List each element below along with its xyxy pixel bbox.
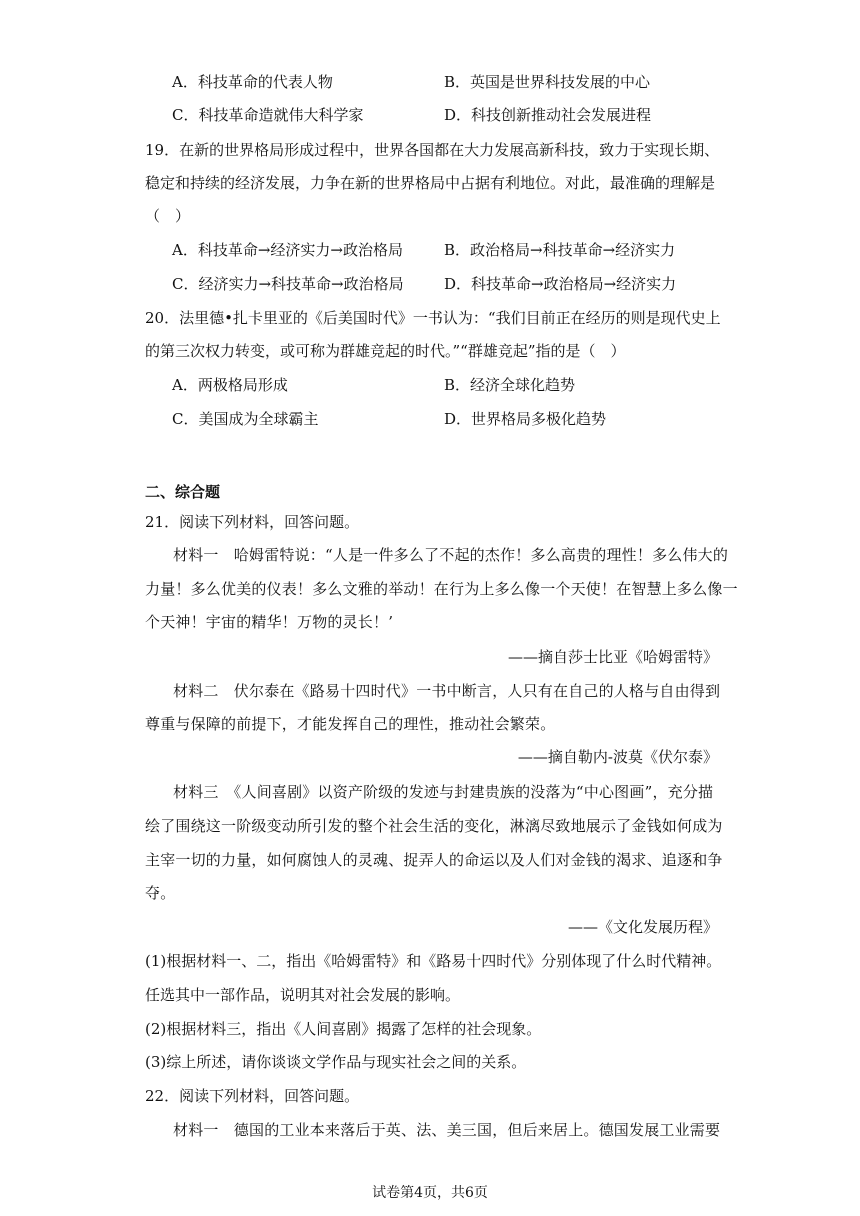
- q21-subquestion1-line2: 任选其中一部作品，说明其对社会发展的影响。: [145, 986, 461, 1004]
- q19-option-b[interactable]: B．政治格局→科技革命→经济实力: [444, 241, 676, 259]
- section-heading: 二、综合题: [145, 483, 221, 501]
- q21-intro: 21．阅读下列材料，回答问题。: [145, 513, 360, 531]
- q21-material1-line1: 材料一 哈姆雷特说：“人是一件多么了不起的杰作！多么高贵的理性！多么伟大的: [173, 546, 729, 564]
- q22-intro: 22．阅读下列材料，回答问题。: [145, 1087, 360, 1105]
- q20-option-c[interactable]: C．美国成为全球霸主: [172, 410, 319, 428]
- q21-material3-source: ——《文化发展历程》: [567, 918, 718, 936]
- q18-option-c[interactable]: C．科技革命造就伟大科学家: [172, 106, 364, 124]
- q21-material1-line2: 力量！多么优美的仪表！多么文雅的举动！在行为上多么像一个天使！在智慧上多么像一: [145, 580, 738, 598]
- q21-material3-line3: 主宰一切的力量，如何腐蚀人的灵魂、捉弄人的命运以及人们对金钱的渴求、追逐和争: [145, 851, 723, 869]
- q19-stem-line1: 19．在新的世界格局形成过程中，世界各国都在大力发展高新科技，致力于实现长期、: [145, 141, 720, 159]
- q21-subquestion2: (2)根据材料三，指出《人间喜剧》揭露了怎样的社会现象。: [145, 1020, 542, 1038]
- q20-stem-line2: 的第三次权力转变，或可称为群雄竞起的时代。”“群雄竞起”指的是（ ）: [145, 342, 626, 360]
- q18-option-d[interactable]: D．科技创新推动社会发展进程: [444, 106, 652, 124]
- q21-material2-source: ——摘自勒内-波莫《伏尔泰》: [517, 748, 718, 766]
- q21-material3-line1: 材料三 《人间喜剧》以资产阶级的发迹与封建贵族的没落为“中心图画”，充分描: [173, 783, 714, 801]
- q21-material1-line3: 个天神！宇宙的精华！万物的灵长！’: [145, 613, 394, 631]
- q20-option-a[interactable]: A．两极格局形成: [172, 376, 288, 394]
- q18-option-a[interactable]: A．科技革命的代表人物: [172, 73, 333, 91]
- q19-answer-blank: （ ）: [145, 207, 191, 225]
- q19-stem-line2: 稳定和持续的经济发展，力争在新的世界格局中占据有利地位。对此，最准确的理解是: [145, 174, 716, 192]
- q19-option-a[interactable]: A．科技革命→经济实力→政治格局: [172, 241, 403, 259]
- q20-option-b[interactable]: B．经济全球化趋势: [444, 376, 576, 394]
- q22-material1-line1: 材料一 德国的工业本来落后于英、法、美三国，但后来居上。德国发展工业需要: [173, 1121, 721, 1139]
- q21-material3-line2: 绘了围绕这一阶级变动所引发的整个社会生活的变化，淋漓尽致地展示了金钱如何成为: [145, 817, 723, 835]
- q21-material2-line2: 尊重与保障的前提下，才能发挥自己的理性，推动社会繁荣。: [145, 715, 556, 733]
- q19-option-c[interactable]: C．经济实力→科技革命→政治格局: [172, 275, 404, 293]
- q18-option-b[interactable]: B．英国是世界科技发展的中心: [444, 73, 651, 91]
- q21-material1-source: ——摘自莎士比亚《哈姆雷特》: [507, 648, 718, 666]
- q21-material2-line1: 材料二 伏尔泰在《路易十四时代》一书中断言，人只有在自己的人格与自由得到: [173, 682, 721, 700]
- q21-subquestion1-line1: (1)根据材料一、二，指出《哈姆雷特》和《路易十四时代》分别体现了什么时代精神。: [145, 952, 722, 970]
- q21-subquestion3: (3)综上所述，请你谈谈文学作品与现实社会之间的关系。: [145, 1053, 527, 1071]
- q20-option-d[interactable]: D．世界格局多极化趋势: [444, 410, 607, 428]
- page-footer: 试卷第4页，共6页: [372, 1185, 488, 1201]
- q21-material3-line4: 夺。: [145, 884, 176, 902]
- q20-stem-line1: 20．法里德•扎卡里亚的《后美国时代》一书认为：“我们目前正在经历的则是现代史上: [145, 309, 721, 327]
- q19-option-d[interactable]: D．科技革命→政治格局→经济实力: [444, 275, 677, 293]
